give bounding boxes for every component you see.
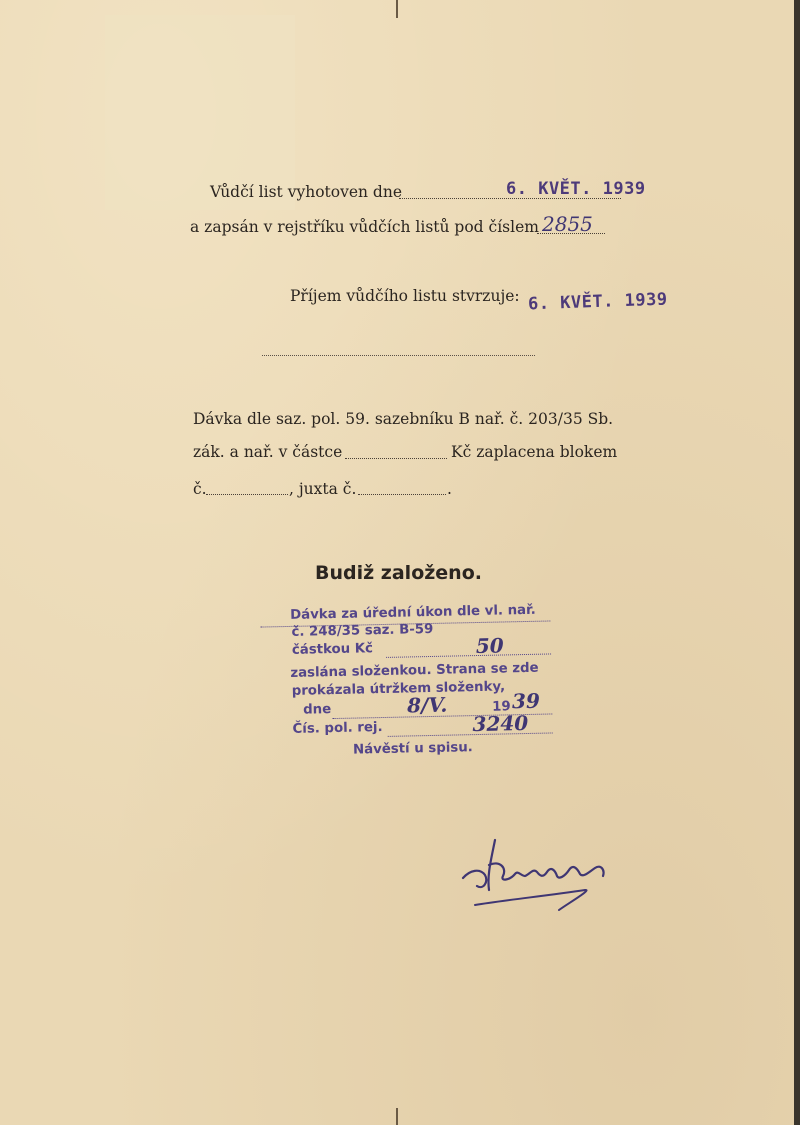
stamp-line-1: Dávka za úřední úkon dle vl. nař.: [290, 602, 536, 623]
stamp-line-5: prokázala útržkem složenky,: [291, 679, 506, 699]
register-number: 2855: [542, 212, 593, 236]
page-title: Budiž založeno.: [315, 562, 482, 584]
fee-stamp: [285, 602, 575, 758]
receipt-date-stamp: 6. KVĚT. 1939: [527, 289, 668, 315]
stamp-amount-line: [386, 653, 551, 657]
stamp-register-number: 3240: [472, 710, 529, 737]
stamp-line-7: Čís. pol. rej.: [292, 720, 383, 737]
stamp-line-6: dne: [303, 702, 332, 718]
block-number-line: [206, 494, 288, 495]
juxta-number-line: [358, 494, 446, 495]
page-edge: [794, 0, 800, 1125]
fold-mark-top: [396, 0, 398, 18]
fee-line-2-a: zák. a nař. v částce: [193, 443, 343, 461]
stamp-date: 8/V.: [406, 692, 448, 718]
fee-line-2-b: Kč zaplacena blokem: [451, 443, 618, 461]
register-label: a zapsán v rejstříku vůdčích listů pod číslem: [190, 218, 539, 236]
issue-date-label: Vůdčí list vyhotoven dne: [210, 183, 403, 201]
receipt-label: Příjem vůdčího listu stvrzuje:: [290, 287, 520, 305]
issue-date-stamp: 6. KVĚT. 1939: [506, 179, 646, 199]
stamp-year-prefix: 19: [491, 699, 511, 715]
stamp-line-8: Návěstí u spisu.: [352, 740, 473, 758]
fold-mark-bottom: [396, 1108, 398, 1125]
stamp-amount: 50: [475, 633, 504, 659]
paper-patch: [105, 15, 295, 210]
stamp-year: 39: [511, 688, 541, 714]
stamp-line-4: zaslána složenkou. Strana se zde: [290, 660, 539, 681]
stamp-line-2: č. 248/35 saz. B-59: [291, 621, 434, 640]
fee-line-3-a: č.: [193, 480, 207, 498]
fee-line-3-b: , juxta č.: [289, 480, 357, 498]
fee-line-1: Dávka dle saz. pol. 59. sazebníku B nař. č. 203/35 Sb.: [193, 410, 614, 428]
fee-line-3-c: .: [447, 480, 452, 498]
signature-line: [262, 355, 535, 356]
stamp-line-3: částkou Kč: [291, 641, 374, 658]
signature: [455, 820, 615, 915]
fee-amount-line: [345, 458, 447, 459]
